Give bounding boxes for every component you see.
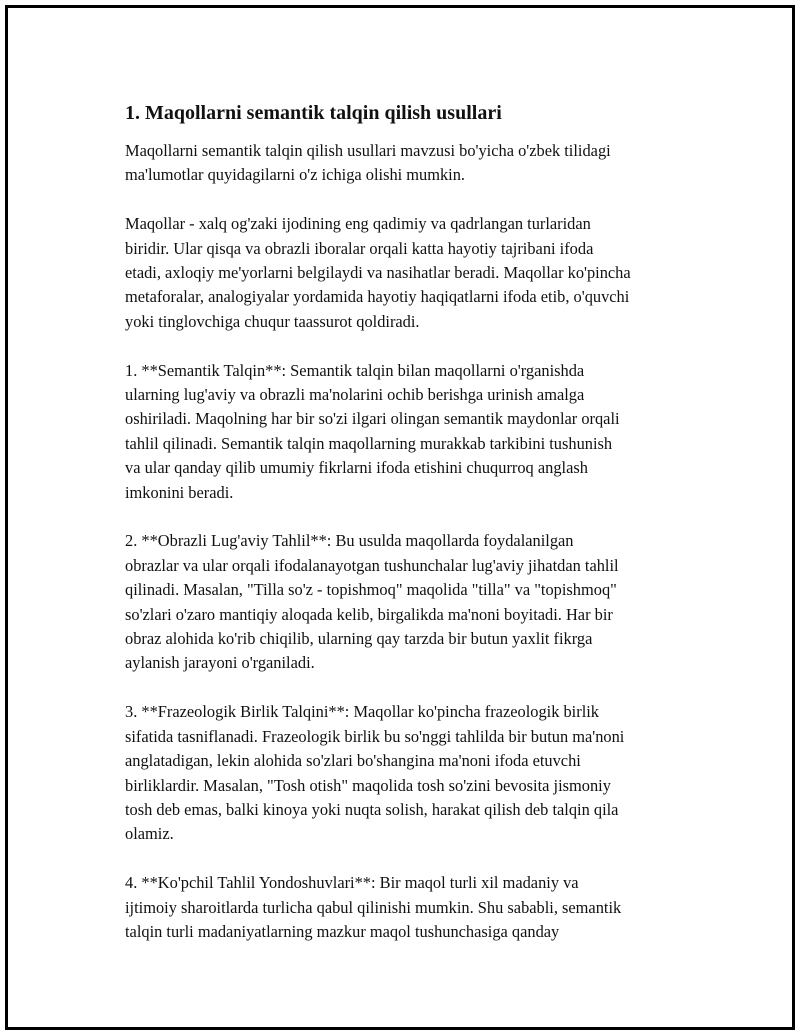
text-line: ijtimoiy sharoitlarda turlicha qabul qilinishi mumkin. Shu sababli, semantik: [125, 897, 622, 917]
intro-paragraph: [125, 139, 691, 188]
frazeologik-paragraph: [125, 700, 691, 846]
text-line: 3. **Frazeologik Birlik Talqini**: Maqollar ko'pincha frazeologik birlik: [125, 702, 599, 722]
text-line: 4. **Ko'pchil Tahlil Yondoshuvlari**: Bir maqol turli xil madaniy va: [125, 873, 579, 893]
text-line: va ular qanday qilib umumiy fikrlarni ifoda etishini chuqurroq anglash: [125, 458, 588, 478]
text-line: ularning lug'aviy va obrazli ma'nolarini ochib berishga urinish amalga: [125, 385, 585, 405]
text-line: Maqollarni semantik talqin qilish usullari mavzusi bo'yicha o'zbek tilidagi: [125, 141, 611, 160]
text-line: qilinadi. Masalan, "Tilla so'z - topishmoq" maqolida "tilla" va "topishmoq": [125, 580, 617, 600]
page-title: 1. Maqollarni semantik talqin qilish usullari: [125, 102, 502, 124]
text-line: oshiriladi. Maqolning har bir so'zi ilgari olingan semantik maydonlar orqali: [125, 409, 620, 429]
text-line: sifatida tasniflanadi. Frazeologik birlik bu so'nggi tahlilda bir butun ma'noni: [125, 726, 625, 746]
text-line: 1. **Semantik Talqin**: Semantik talqin bilan maqollarni o'rganishda: [125, 360, 585, 380]
text-line: birliklardir. Masalan, "Tosh otish" maqolida tosh so'zini bevosita jismoniy: [125, 775, 611, 795]
text-line: obraz alohida ko'rib chiqilib, ularning qay tarzda bir butun yaxlit fikrga: [125, 629, 593, 649]
text-line: metaforalar, analogiyalar yordamida hayotiy haqiqatlarni ifoda etib, o'quvchi: [125, 287, 630, 307]
text-line: talqin turli madaniyatlarning mazkur maqol tushunchasiga qanday: [125, 921, 560, 941]
text-line: olamiz.: [125, 824, 174, 844]
text-line: tahlil qilinadi. Semantik talqin maqollarning murakkab tarkibini tushunish: [125, 433, 613, 453]
text-line: anglatadigan, lekin alohida so'zlari bo'shangina ma'noni ifoda etuvchi: [125, 751, 581, 771]
text-line: so'zlari o'zaro mantiqiy aloqada kelib, birgalikda ma'noni boyitadi. Har bir: [125, 604, 613, 624]
text-line: aylanish jarayoni o'rganiladi.: [125, 653, 315, 673]
text-line: ma'lumotlar quyidagilarni o'z ichiga olishi mumkin.: [125, 165, 466, 185]
obrazli-tahlil-paragraph: [125, 529, 691, 675]
text-line: obrazlar va ular orqali ifodalanayotgan tushunchalar lug'aviy jihatdan tahlil: [125, 555, 619, 575]
text-line: yoki tinglovchiga chuqur taassurot qoldiradi.: [125, 311, 420, 331]
text-line: biridir. Ular qisqa va obrazli iboralar orqali katta hayotiy tajribani ifoda: [125, 238, 594, 258]
text-line: tosh deb emas, balki kinoya yoki nuqta solish, harakat qilish deb talqin qila: [125, 799, 619, 819]
text-line: Maqollar - xalq og'zaki ijodining eng qadimiy va qadrlangan turlaridan: [125, 214, 591, 234]
document-body: [121, 100, 691, 969]
text-line: imkonini beradi.: [125, 482, 234, 502]
definition-paragraph: [125, 212, 691, 334]
text-line: 2. **Obrazli Lug'aviy Tahlil**: Bu usulda maqollarda foydalanilgan: [125, 531, 574, 551]
text-line: etadi, axloqiy me'yorlarni belgilaydi va nasihatlar beradi. Maqollar ko'pincha: [125, 263, 631, 283]
page-frame: [5, 5, 795, 1030]
semantic-talqin-paragraph: [125, 359, 691, 505]
kopchil-tahlil-paragraph: [125, 871, 691, 944]
